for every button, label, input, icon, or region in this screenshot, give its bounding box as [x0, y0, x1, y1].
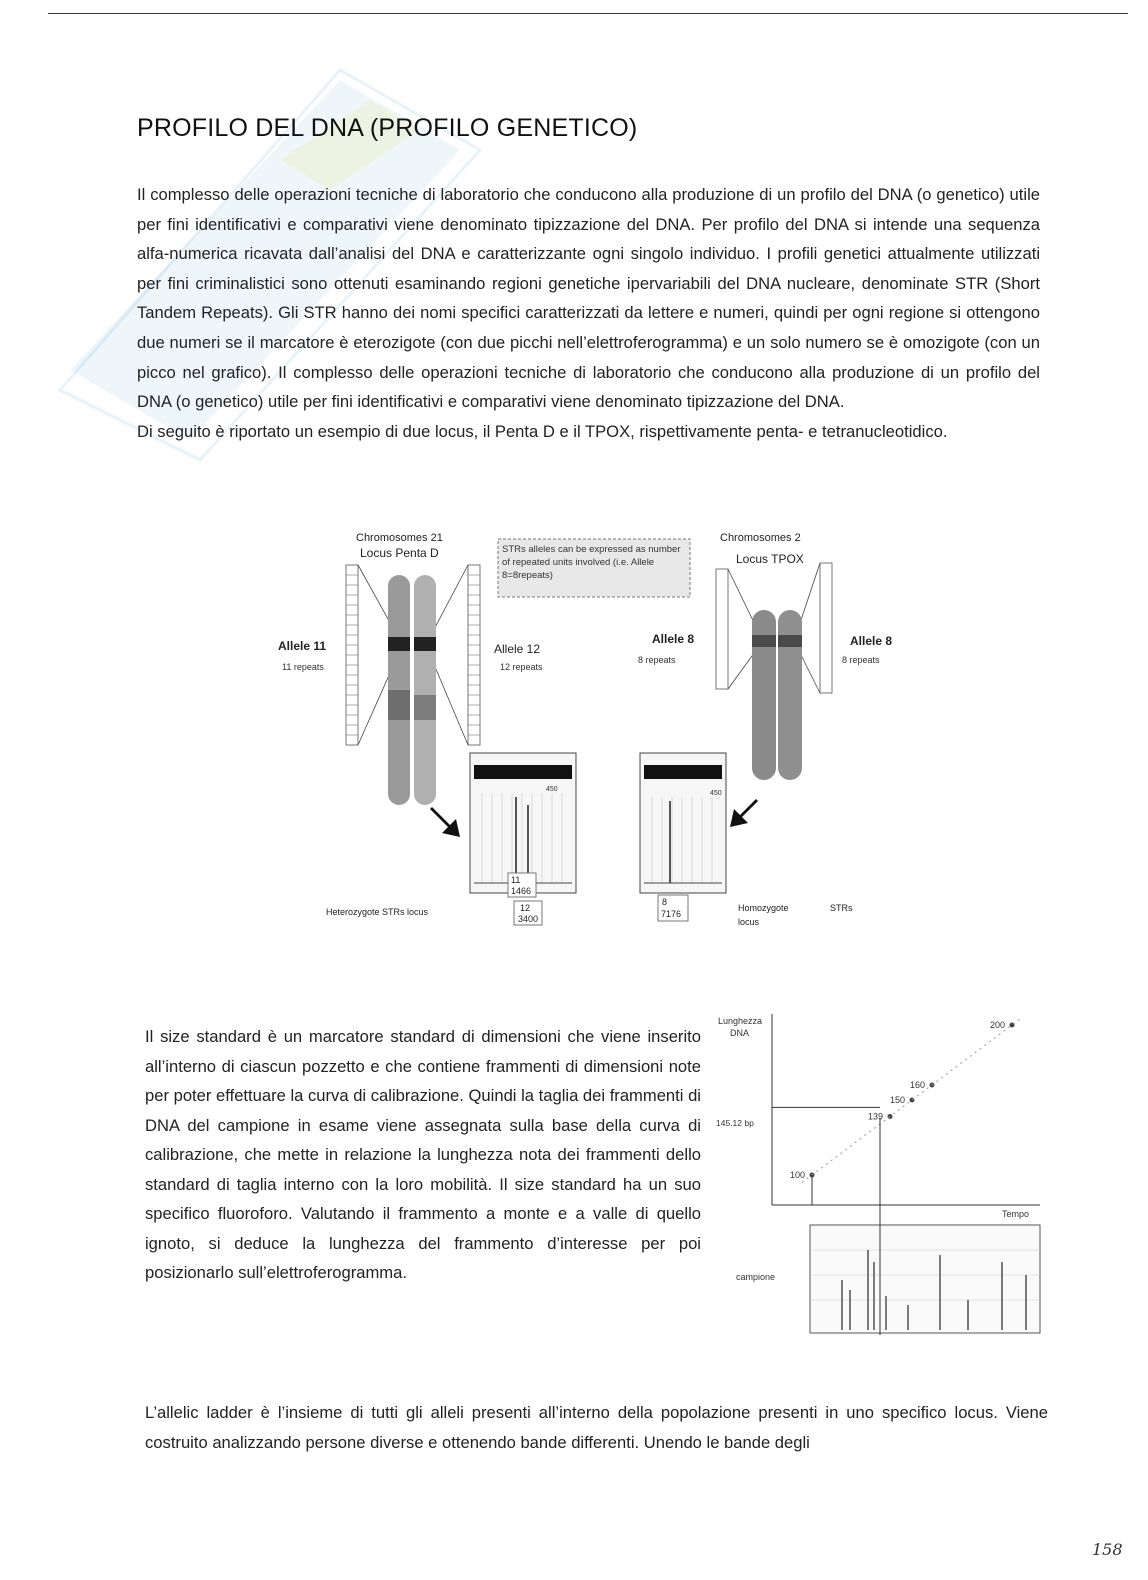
- electropherogram-homozygote: [640, 753, 726, 893]
- allele-11-repeats: 11 repeats: [282, 662, 324, 672]
- left-locus-label: Locus Penta D: [360, 546, 439, 560]
- homozygote-caption-line1: Homozygote: [738, 903, 789, 913]
- paragraph-allelic-ladder: L’allelic ladder è l’insieme di tutti gli alleli presenti all’interno della popolazione presenti in uno specifico locus. Viene costruito analizzando persone diverse e ottenendo bande differenti. Unendo le bande degli: [145, 1403, 1048, 1452]
- chromosome-21-pair: [388, 575, 436, 805]
- calibration-point-label: 150: [890, 1095, 906, 1105]
- allele-8-right-repeats: 8 repeats: [842, 655, 880, 665]
- y-axis-label-line1: Lunghezza: [718, 1016, 763, 1026]
- allele-8-right-label: Allele 8: [850, 634, 893, 648]
- x-axis-label: Tempo: [1002, 1209, 1030, 1219]
- svg-text:450: 450: [546, 786, 558, 793]
- left-chromosome-title: Chromosomes 21: [356, 532, 443, 544]
- homozygote-allele-callout: [658, 895, 688, 921]
- calibration-point-label: 139: [868, 1111, 884, 1122]
- allele-12-label: Allele 12: [494, 642, 541, 656]
- svg-text:3400: 3400: [518, 914, 539, 924]
- allele-11-label: Allele 11: [278, 639, 327, 653]
- intro-text-block: [137, 180, 1040, 446]
- sample-label: campione: [736, 1272, 776, 1282]
- allele-8-left-label: Allele 8: [652, 632, 695, 646]
- calibration-point-label: 200: [990, 1020, 1006, 1030]
- calibration-point-label: 160: [910, 1080, 926, 1090]
- svg-text:11: 11: [511, 875, 521, 885]
- calibration-curve-chart: [710, 1000, 1055, 1340]
- calibration-points: [772, 1018, 1022, 1206]
- svg-text:7176: 7176: [661, 909, 682, 919]
- svg-text:1466: 1466: [511, 886, 532, 896]
- svg-text:12: 12: [520, 903, 531, 913]
- calibration-point-label: 100: [790, 1170, 806, 1180]
- svg-text:450: 450: [710, 790, 722, 797]
- right-chromosome-title: Chromosomes 2: [720, 532, 801, 544]
- str-loci-figure: [270, 525, 910, 940]
- heterozygote-caption: Heterozygote STRs locus: [326, 907, 429, 917]
- arrow-left: [430, 807, 460, 837]
- page-title: PROFILO DEL DNA (PROFILO GENETICO): [137, 114, 638, 142]
- chromosome-2-pair: [752, 610, 802, 780]
- sample-electropherogram-frame: [810, 1225, 1040, 1333]
- homozygote-caption-line2: locus: [738, 917, 760, 927]
- paragraph-dna-profile: Il complesso delle operazioni tecniche di laboratorio che conducono alla produzione di un profilo del DNA (o genetico) utile per fini identificativi e comparativi viene denominato tipizzazione del DNA. Per profilo del DNA si intende una sequenza alfa-numerica ricavata dall’analisi del DNA e caratterizzante ogni singolo individuo. I profili genetici attualmente utilizzati per fini criminalistici sono ottenuti esaminando regioni genetiche ipervariabili del DNA nucleare, denominate STR (Short Tandem Repeats). Gli STR hanno dei nomi specifici caratterizzati da lettere e numeri, quindi per ogni regione si ottengono due numeri se il marcatore è eterozigote (con due picchi nell’elettroferogramma) e un solo numero se è omozigote (con un picco nel grafico). Il complesso delle operazioni tecniche di laboratorio che conducono alla produzione di un profilo del DNA (o genetico) utile per fini identificativi e comparativi viene denominato tipizzazione del DNA.: [137, 185, 1040, 412]
- paragraph-size-standard: Il size standard è un marcatore standard di dimensioni che viene inserito all’interno di ciascun pozzetto e che contiene frammenti di dimensioni note per poter effettuare la curva di calibrazione. Quindi la taglia dei frammenti di DNA del campione in esame viene assegnata sulla base della curva di calibrazione, che mette in relazione la lunghezza nota dei frammenti dello standard di taglia interno con la loro mobilità. Il size standard ha un suo specifico fluoroforo. Valutando il frammento a monte e a valle di quello ignoto, si deduce la lunghezza del frammento d’interesse per poi posizionarlo sull’elettroferogramma.: [145, 1027, 701, 1282]
- arrow-right: [730, 799, 758, 827]
- svg-text:8: 8: [662, 897, 668, 907]
- left-ladder-ticks: [346, 565, 480, 735]
- page-number: 158: [1092, 1540, 1123, 1559]
- reference-value-label: 145.12 bp: [716, 1118, 754, 1128]
- y-axis-label-line2: DNA: [730, 1028, 750, 1038]
- allele-8-left-repeats: 8 repeats: [638, 655, 676, 665]
- paragraph-example-loci: Di seguito è riportato un esempio di due locus, il Penta D e il TPOX, rispettivamente penta- e tetranucleotidico.: [137, 421, 948, 441]
- allele-12-repeats: 12 repeats: [500, 662, 543, 672]
- top-rule: [48, 13, 1128, 14]
- homozygote-caption-strs: STRs: [830, 903, 853, 913]
- str-note-text: STRs alleles can be expressed as number of repeated units involved (i.e. Allele 8=8repeats): [502, 544, 681, 581]
- left-repeat-ladder: [346, 565, 480, 745]
- electropherogram-heterozygote: [470, 753, 576, 893]
- right-locus-label: Locus TPOX: [736, 552, 804, 566]
